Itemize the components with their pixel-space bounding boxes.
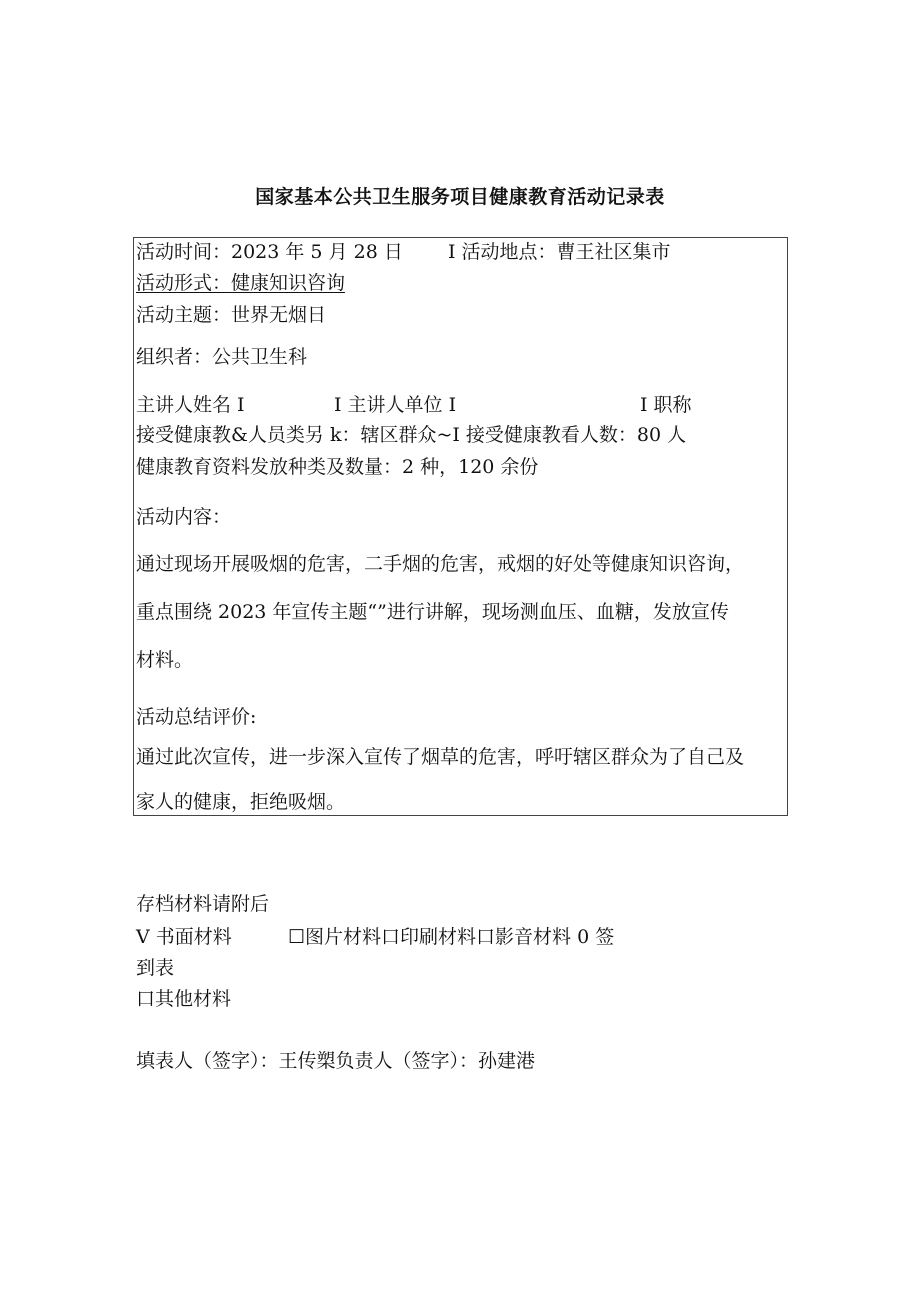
speaker-title: I 职称 xyxy=(640,394,692,416)
activity-location: I 活动地点：曹王社区集市 xyxy=(448,241,671,263)
summary-line-1: 通过此次宣传，进一步深入宣传了烟草的危害，呼吁辖区群众为了自己及 xyxy=(136,746,745,768)
content-line-1: 通过现场开展吸烟的危害，二手烟的危害，戒烟的好处等健康知识咨询， xyxy=(136,553,745,575)
signature-line: 填表人（签字）：王传槊负责人（签字）：孙建港 xyxy=(136,1050,536,1072)
speaker-row xyxy=(136,393,700,417)
activity-time: 活动时间：2023 年 5 月 28 日 xyxy=(136,241,403,263)
audience-info: 接受健康教&人员类另 k：辖区群众~I 接受健康教看人数：80 人 xyxy=(136,424,687,446)
activity-time-row xyxy=(136,240,403,264)
summary-heading: 活动总结评价: xyxy=(136,706,257,728)
archive-other-materials: 口其他材料 xyxy=(136,988,232,1010)
materials-count: 健康教育资料发放种类及数量：2 种，120 余份 xyxy=(136,456,539,478)
archive-written-materials: V 书面材料 xyxy=(136,926,232,948)
activity-theme: 活动主题：世界无烟日 xyxy=(136,304,327,326)
content-heading: 活动内容： xyxy=(136,506,232,528)
archive-other-checkboxes: ☐图片材料口印刷材料口影音材料 0 签 xyxy=(288,926,615,948)
activity-form: 活动形式：健康知识咨询 xyxy=(136,272,346,294)
speaker-unit: I 主讲人单位 I xyxy=(334,394,457,416)
summary-line-2: 家人的健康，拒绝吸烟。 xyxy=(136,791,346,813)
activity-location-row xyxy=(448,240,671,264)
organizer: 组织者：公共卫生科 xyxy=(136,346,308,368)
content-line-3: 材料。 xyxy=(136,649,194,671)
content-line-2: 重点围绕 2023 年宣传主题“”进行讲解，现场测血压、血糖，发放宣传 xyxy=(136,601,729,623)
archive-sign-in-sheet: 到表 xyxy=(136,957,175,979)
form-title: 国家基本公共卫生服务项目健康教育活动记录表 xyxy=(255,186,665,208)
speaker-name: 主讲人姓名 I xyxy=(136,394,245,416)
archive-heading: 存档材料请附后 xyxy=(136,893,270,915)
